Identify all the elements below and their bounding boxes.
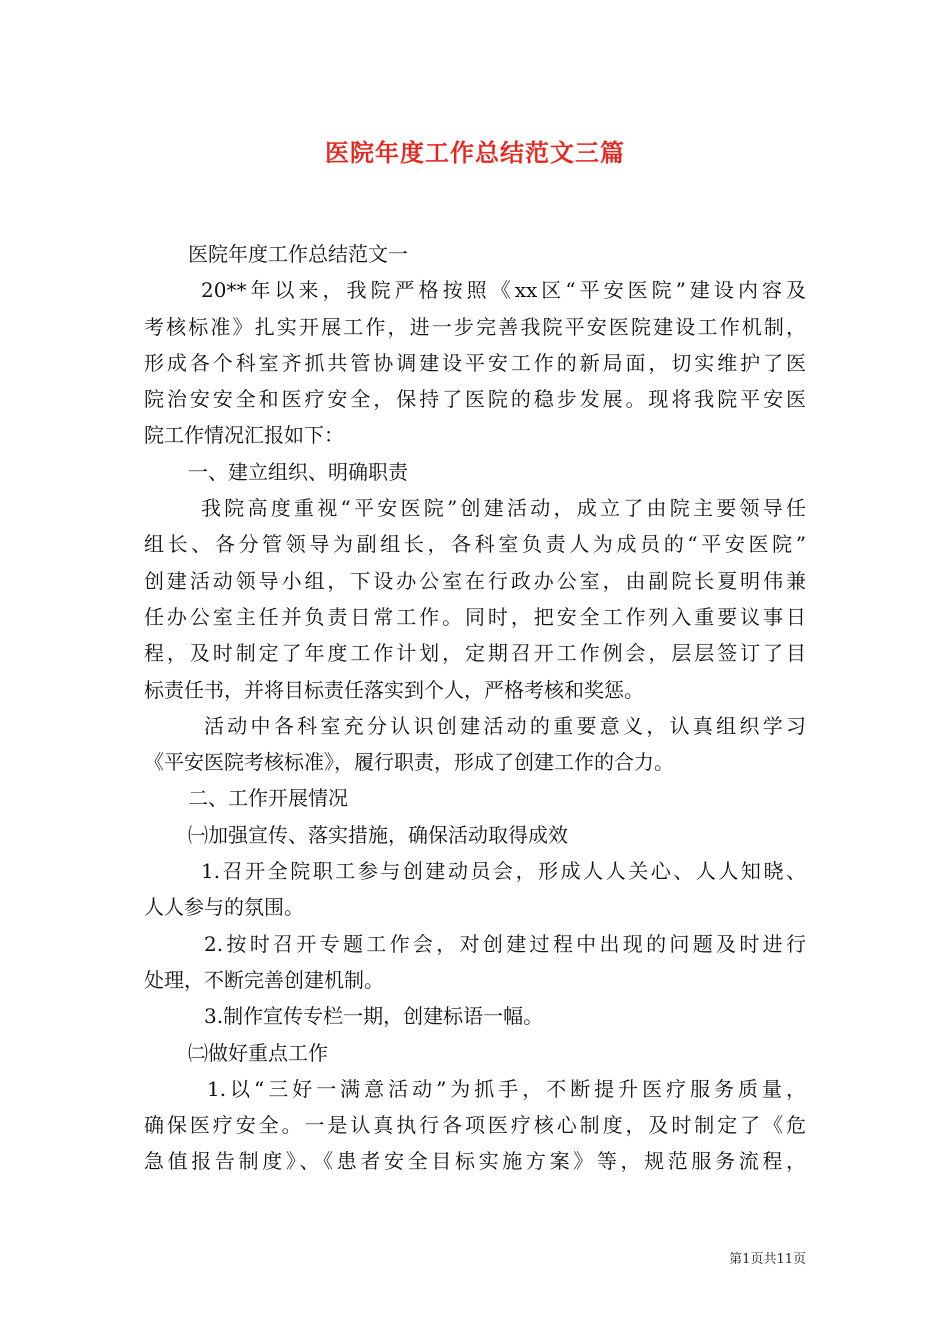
paragraph-line: 活动中各科室充分认识创建活动的重要意义，认真组织学习 [204, 713, 806, 738]
paragraph-line: 二、工作开展情况 [188, 786, 348, 811]
paragraph-line: 急值报告制度》、《患者安全目标实施方案》等，规范服务流程， [144, 1149, 806, 1174]
paragraph-line: 院治安安全和医疗安全，保持了医院的稳步发展。现将我院平安医 [144, 387, 806, 412]
paragraph-line: 标责任书，并将目标责任落实到个人，严格考核和奖惩。 [144, 677, 644, 702]
paragraph-line: 处理，不断完善创建机制。 [144, 967, 384, 992]
paragraph-line: 1.召开全院职工参与创建动员会，形成人人关心、人人知晓、 [201, 859, 806, 884]
paragraph-line: 创建活动领导小组，下设办公室在行政办公室，由副院长夏明伟兼 [144, 568, 806, 593]
paragraph-line: 3.制作宣传专栏一期，创建标语一幅。 [204, 1004, 544, 1029]
paragraph-line: 任办公室主任并负责日常工作。同时，把安全工作列入重要议事日 [144, 604, 806, 629]
paragraph-line: 组长、各分管领导为副组长，各科室负责人为成员的“平安医院” [144, 532, 806, 557]
paragraph-line: 形成各个科室齐抓共管协调建设平安工作的新局面，切实维护了医 [144, 350, 806, 375]
paragraph-line: ㈡做好重点工作 [188, 1040, 328, 1065]
paragraph-line: 确保医疗安全。一是认真执行各项医疗核心制度，及时制定了《危 [144, 1113, 806, 1138]
paragraph-line: 考核标准》扎实开展工作，进一步完善我院平安医院建设工作机制， [144, 314, 806, 339]
paragraph-line: 2.按时召开专题工作会，对创建过程中出现的问题及时进行 [204, 931, 806, 956]
paragraph-line: 1.以“三好一满意活动”为抓手，不断提升医疗服务质量， [207, 1076, 806, 1101]
paragraph-line: 《平安医院考核标准》，履行职责，形成了创建工作的合力。 [144, 750, 674, 775]
paragraph-line: 一、建立组织、明确职责 [188, 459, 408, 484]
document-title: 医院年度工作总结范文三篇 [325, 138, 625, 167]
page-footer: 第1页共11页 [729, 1252, 806, 1267]
paragraph-line: 医院年度工作总结范文一 [188, 242, 408, 266]
paragraph-line: 院工作情况汇报如下： [144, 423, 344, 448]
paragraph-line: 20**年以来，我院严格按照《xx区“平安医院”建设内容及 [201, 278, 806, 303]
document-body [144, 236, 806, 1180]
paragraph-line: 我院高度重视“平安医院”创建活动，成立了由院主要领导任 [201, 496, 806, 521]
paragraph-line: ㈠加强宣传、落实措施，确保活动取得成效 [188, 822, 568, 847]
paragraph-line: 程，及时制定了年度工作计划，定期召开工作例会，层层签订了目 [144, 641, 806, 666]
paragraph-line: 人人参与的氛围。 [144, 895, 304, 920]
